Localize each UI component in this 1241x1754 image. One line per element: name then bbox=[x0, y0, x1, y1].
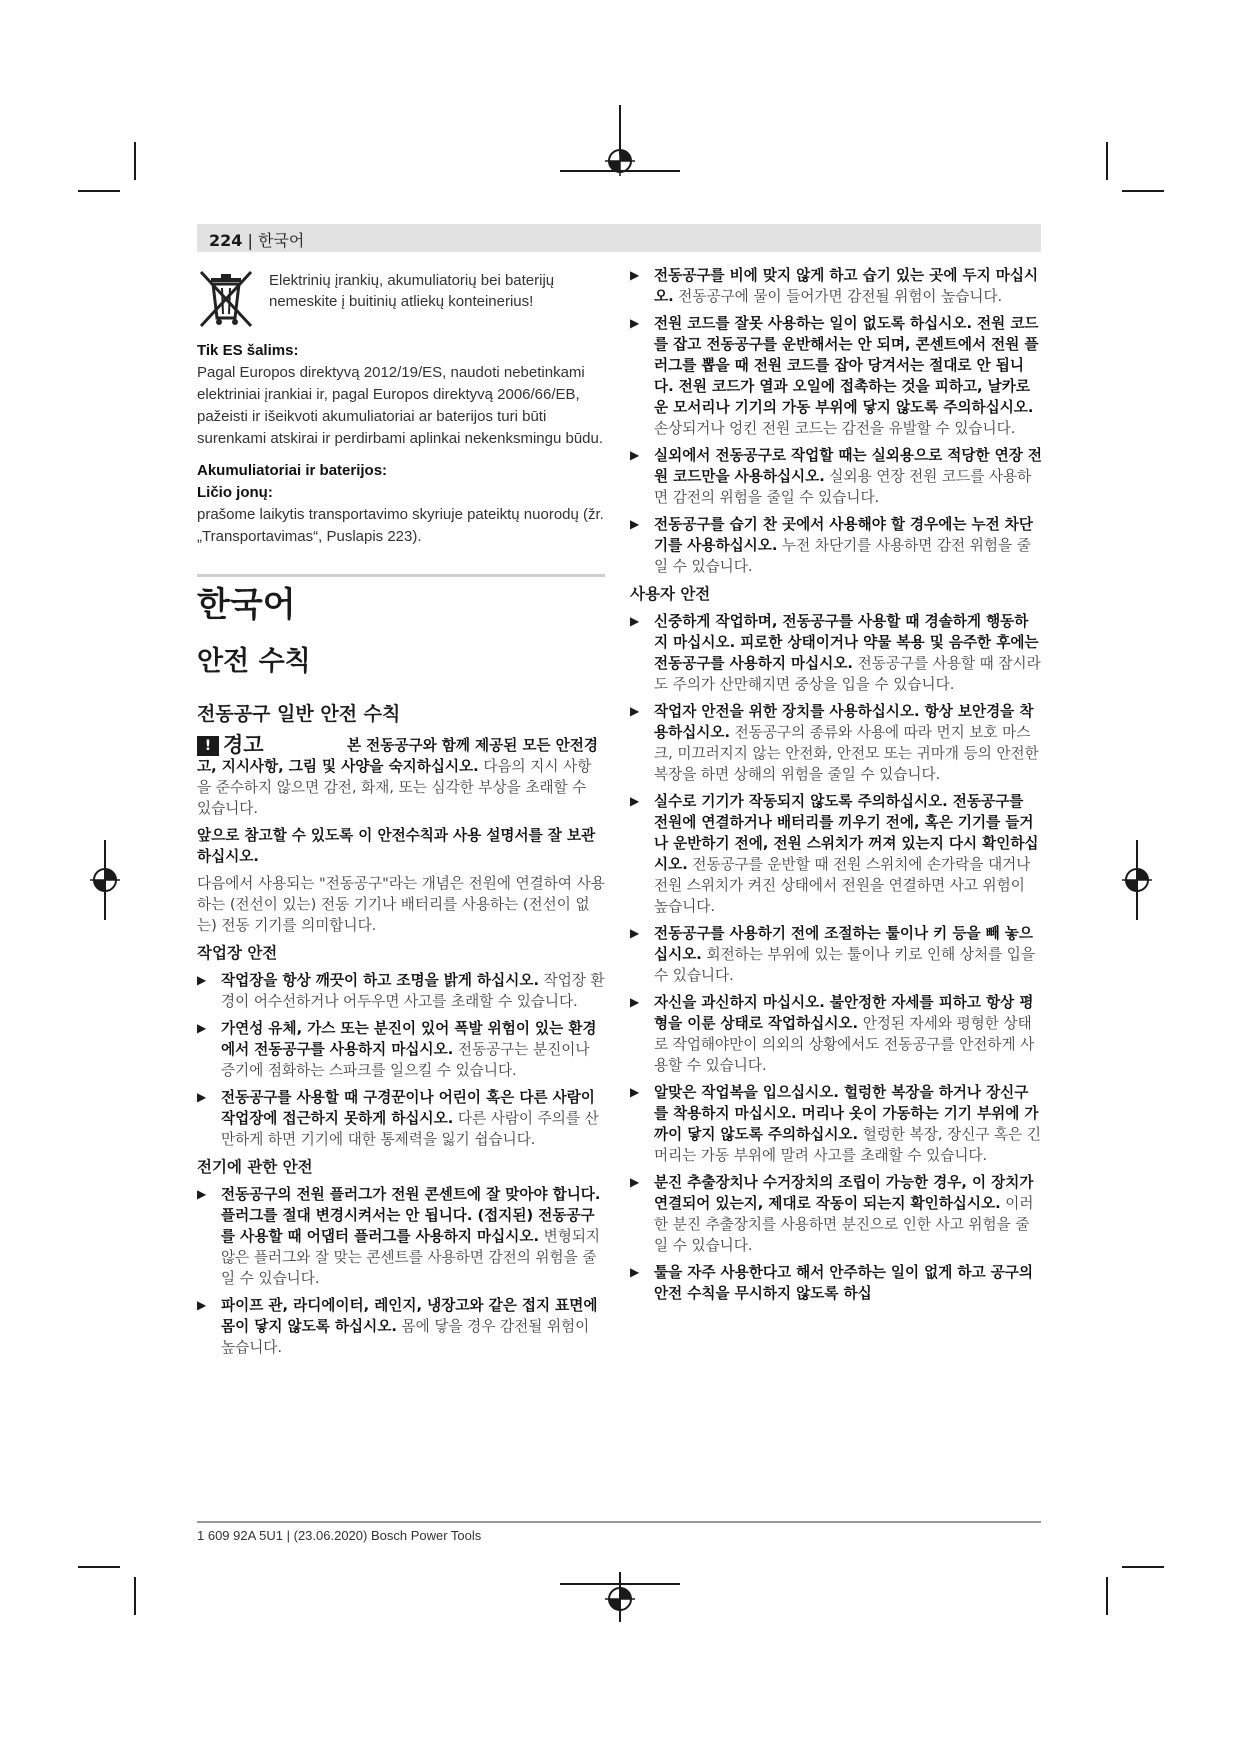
eu-text: Pagal Europos direktyvą 2012/19/ES, naudoti nebetinkami elektriniai įrankiai ir, pagal Europos direktyvą 2006/66/EB, pažeisti ir išeikvoti akumuliatoriai ar baterijos turi būti surenkami atskirai ir perdirbami aplinkai nekenksmingu būdu. bbox=[197, 364, 604, 447]
electrical-title: 전기에 관한 안전 bbox=[197, 1158, 313, 1176]
batteries-subtitle: Ličio jonų: bbox=[197, 484, 273, 501]
registration-mark-icon bbox=[90, 865, 120, 895]
warning-text: 다음의 지시 사항을 준수하지 않으면 감전, 화재, 또는 심각한 부상을 초래할 수 있습니다. bbox=[197, 758, 592, 817]
registration-mark-icon bbox=[1122, 865, 1152, 895]
list-item: ▶ 작업자 안전을 위한 장치를 사용하십시오. 항상 보안경을 착용하십시오. 전동공구의 종류와 사용에 따라 먼지 보호 마스크, 미끄러지지 않는 안전화, 안전모 또는 귀마개 등의 안전한 복장을 하면 상해의 위험을 줄일 수 있습니다. bbox=[630, 701, 1042, 785]
list-item: ▶ 파이프 관, 라디에이터, 레인지, 냉장고와 같은 접지 표면에 몸이 닿지 않도록 하십시오. 몸에 닿을 경우 감전될 위험이 높습니다. bbox=[197, 1295, 605, 1358]
list-item: ▶ 자신을 과신하지 마십시오. 불안정한 자세를 피하고 항상 평형을 이룬 상태로 작업하십시오. 안정된 자세와 평형한 상태로 작업해야만이 의외의 상황에서도 전동공구를 안전하게 사용할 수 있습니다. bbox=[630, 992, 1042, 1076]
crop-mark bbox=[78, 1566, 120, 1568]
list-item: ▶ 가연성 유체, 가스 또는 분진이 있어 폭발 위험이 있는 환경에서 전동공구를 사용하지 마십시오. 전동공구는 분진이나 증기에 점화하는 스파크를 일으킬 수 있습니다. bbox=[197, 1018, 605, 1081]
crop-mark bbox=[1122, 190, 1164, 192]
workplace-list bbox=[197, 970, 605, 1150]
crop-mark bbox=[78, 190, 120, 192]
electrical-list bbox=[197, 1184, 605, 1358]
workplace-title: 작업장 안전 bbox=[197, 944, 278, 962]
batteries-text: prašome laikytis transportavimo skyriuje pateiktų nuorodų (žr. „Transportavimas“, Puslapis 223). bbox=[197, 506, 604, 545]
section-title: 한국어 bbox=[197, 585, 296, 625]
right-column bbox=[630, 265, 1042, 1310]
list-item: ▶ 전동공구를 비에 맞지 않게 하고 습기 있는 곳에 두지 마십시오. 전동공구에 물이 들어가면 감전될 위험이 높습니다. bbox=[630, 265, 1042, 307]
page-header-text bbox=[209, 228, 304, 251]
list-item: ▶ 실외에서 전동공구로 작업할 때는 실외용으로 적당한 연장 전원 코드만을 사용하십시오. 실외용 연장 전원 코드를 사용하면 감전의 위험을 줄일 수 있습니다. bbox=[630, 445, 1042, 508]
eu-section bbox=[197, 340, 605, 548]
list-item: ▶ 전동공구를 사용할 때 구경꾼이나 어린이 혹은 다른 사람이 작업장에 접근하지 못하게 하십시오. 다른 사람이 주의를 산만하게 하면 기기에 대한 통제력을 잃기 쉽습니다. bbox=[197, 1087, 605, 1150]
registration-mark-icon bbox=[605, 146, 635, 176]
crop-mark bbox=[1122, 1566, 1164, 1568]
list-item: ▶ 툴을 자주 사용한다고 해서 안주하는 일이 없게 하고 공구의 안전 수칙을 무시하지 않도록 하십 bbox=[630, 1262, 1042, 1304]
list-item: ▶ 분진 추출장치나 수거장치의 조립이 가능한 경우, 이 장치가 연결되어 있는지, 제대로 작동이 되는지 확인하십시오. 이러한 분진 추출장치를 사용하면 분진으로 인한 사고 위험을 줄일 수 있습니다. bbox=[630, 1172, 1042, 1256]
user-safety-list bbox=[630, 611, 1042, 1304]
term-definition: 다음에서 사용되는 "전동공구"라는 개념은 전원에 연결하여 사용하는 (전선이 있는) 전동 기기나 배터리를 사용하는 (전선이 없는) 전동 기기를 의미합니다. bbox=[197, 875, 605, 934]
crop-mark bbox=[1106, 1577, 1108, 1615]
crossed-bin-icon bbox=[197, 268, 255, 330]
crop-mark bbox=[1106, 142, 1108, 180]
crop-mark bbox=[134, 1577, 136, 1615]
electrical-list-continued bbox=[630, 265, 1042, 577]
user-safety-title: 사용자 안전 bbox=[630, 585, 711, 603]
warning-label: ! 경고 bbox=[197, 735, 347, 756]
list-item: ▶ 전동공구를 습기 찬 곳에서 사용해야 할 경우에는 누전 차단기를 사용하십시오. 누전 차단기를 사용하면 감전 위험을 줄일 수 있습니다. bbox=[630, 514, 1042, 577]
weee-text: Elektrinių įrankių, akumuliatorių bei baterijų nemeskite į buitinių atliekų konteinerius! bbox=[269, 272, 555, 310]
list-item: ▶ 전원 코드를 잘못 사용하는 일이 없도록 하십시오. 전원 코드를 잡고 전동공구를 운반해서는 안 되며, 콘센트에서 전원 플러그를 뽑을 때 전원 코드를 잡아 당겨서는 절대로 안 됩니다. 전원 코드가 열과 오일에 접촉하는 것을 피하고, 날카로운 모서리나 기기의 가동 부위에 닿지 않도록 주의하십시오. 손상되거나 엉킨 전원 코드는 감전을 유발할 수 있습니다. bbox=[630, 313, 1042, 439]
general-title: 전동공구 일반 안전 수칙 bbox=[197, 703, 401, 725]
eu-title: Tik ES šalims: bbox=[197, 342, 299, 359]
list-item: ▶ 실수로 기기가 작동되지 않도록 주의하십시오. 전동공구를 전원에 연결하거나 배터리를 끼우기 전에, 혹은 기기를 들거나 운반하기 전에, 전원 스위치가 꺼져 있는지 다시 확인하십시오. 전동공구를 운반할 때 전원 스위치에 손가락을 대거나 전원 스위치가 켜진 상태에서 전원을 연결하면 사고 위험이 높습니다. bbox=[630, 791, 1042, 917]
warning-bold: 본 전동공구와 함께 제공된 모든 안전경고, 지시사항, 그림 및 사양을 숙지하십시오. bbox=[197, 737, 598, 775]
list-item: ▶ 전동공구를 사용하기 전에 조절하는 툴이나 키 등을 빼 놓으십시오. 회전하는 부위에 있는 툴이나 키로 인해 상처를 입을 수 있습니다. bbox=[630, 923, 1042, 986]
warning-icon: ! bbox=[197, 736, 219, 756]
list-item: ▶ 알맞은 작업복을 입으십시오. 헐렁한 복장을 하거나 장신구를 착용하지 마십시오. 머리나 옷이 가동하는 기기 부위에 가까이 닿지 않도록 주의하십시오. 헐렁한 복장, 장신구 혹은 긴 머리는 가동 부위에 말려 사고를 초래할 수 있습니다. bbox=[630, 1082, 1042, 1166]
list-item: ▶ 전동공구의 전원 플러그가 전원 콘센트에 잘 맞아야 합니다. 플러그를 절대 변경시켜서는 안 됩니다. (접지된) 전동공구를 사용할 때 어댑터 플러그를 사용하지 마십시오. 변형되지 않은 플러그와 잘 맞는 콘센트를 사용하면 감전의 위험을 줄일 수 있습니다. bbox=[197, 1184, 605, 1289]
crop-mark bbox=[134, 142, 136, 180]
weee-notice bbox=[197, 268, 605, 330]
batteries-title: Akumuliatoriai ir baterijos: bbox=[197, 462, 388, 479]
list-item: ▶ 작업장을 항상 깨끗이 하고 조명을 밝게 하십시오. 작업장 환경이 어수선하거나 어두우면 사고를 초래할 수 있습니다. bbox=[197, 970, 605, 1012]
registration-mark-icon bbox=[605, 1584, 635, 1614]
page-header bbox=[197, 224, 1041, 252]
keep-instructions: 앞으로 참고할 수 있도록 이 안전수칙과 사용 설명서를 잘 보관하십시오. bbox=[197, 827, 596, 865]
header-separator: | bbox=[242, 231, 258, 250]
page-footer: 1 609 92A 5U1 | (23.06.2020) Bosch Power Tools bbox=[197, 1528, 482, 1543]
page-number: 224 bbox=[209, 231, 243, 250]
section-divider bbox=[197, 574, 605, 577]
header-language: 한국어 bbox=[257, 231, 305, 250]
list-item: ▶ 신중하게 작업하며, 전동공구를 사용할 때 경솔하게 행동하지 마십시오. 피로한 상태이거나 약물 복용 및 음주한 후에는 전동공구를 사용하지 마십시오. 전동공구를 사용할 때 잠시라도 주의가 산만해지면 중상을 입을 수 있습니다. bbox=[630, 611, 1042, 695]
warning-block bbox=[197, 735, 605, 819]
footer-divider bbox=[197, 1521, 1041, 1523]
safety-title: 안전 수칙 bbox=[197, 646, 311, 677]
left-column bbox=[197, 268, 605, 1364]
